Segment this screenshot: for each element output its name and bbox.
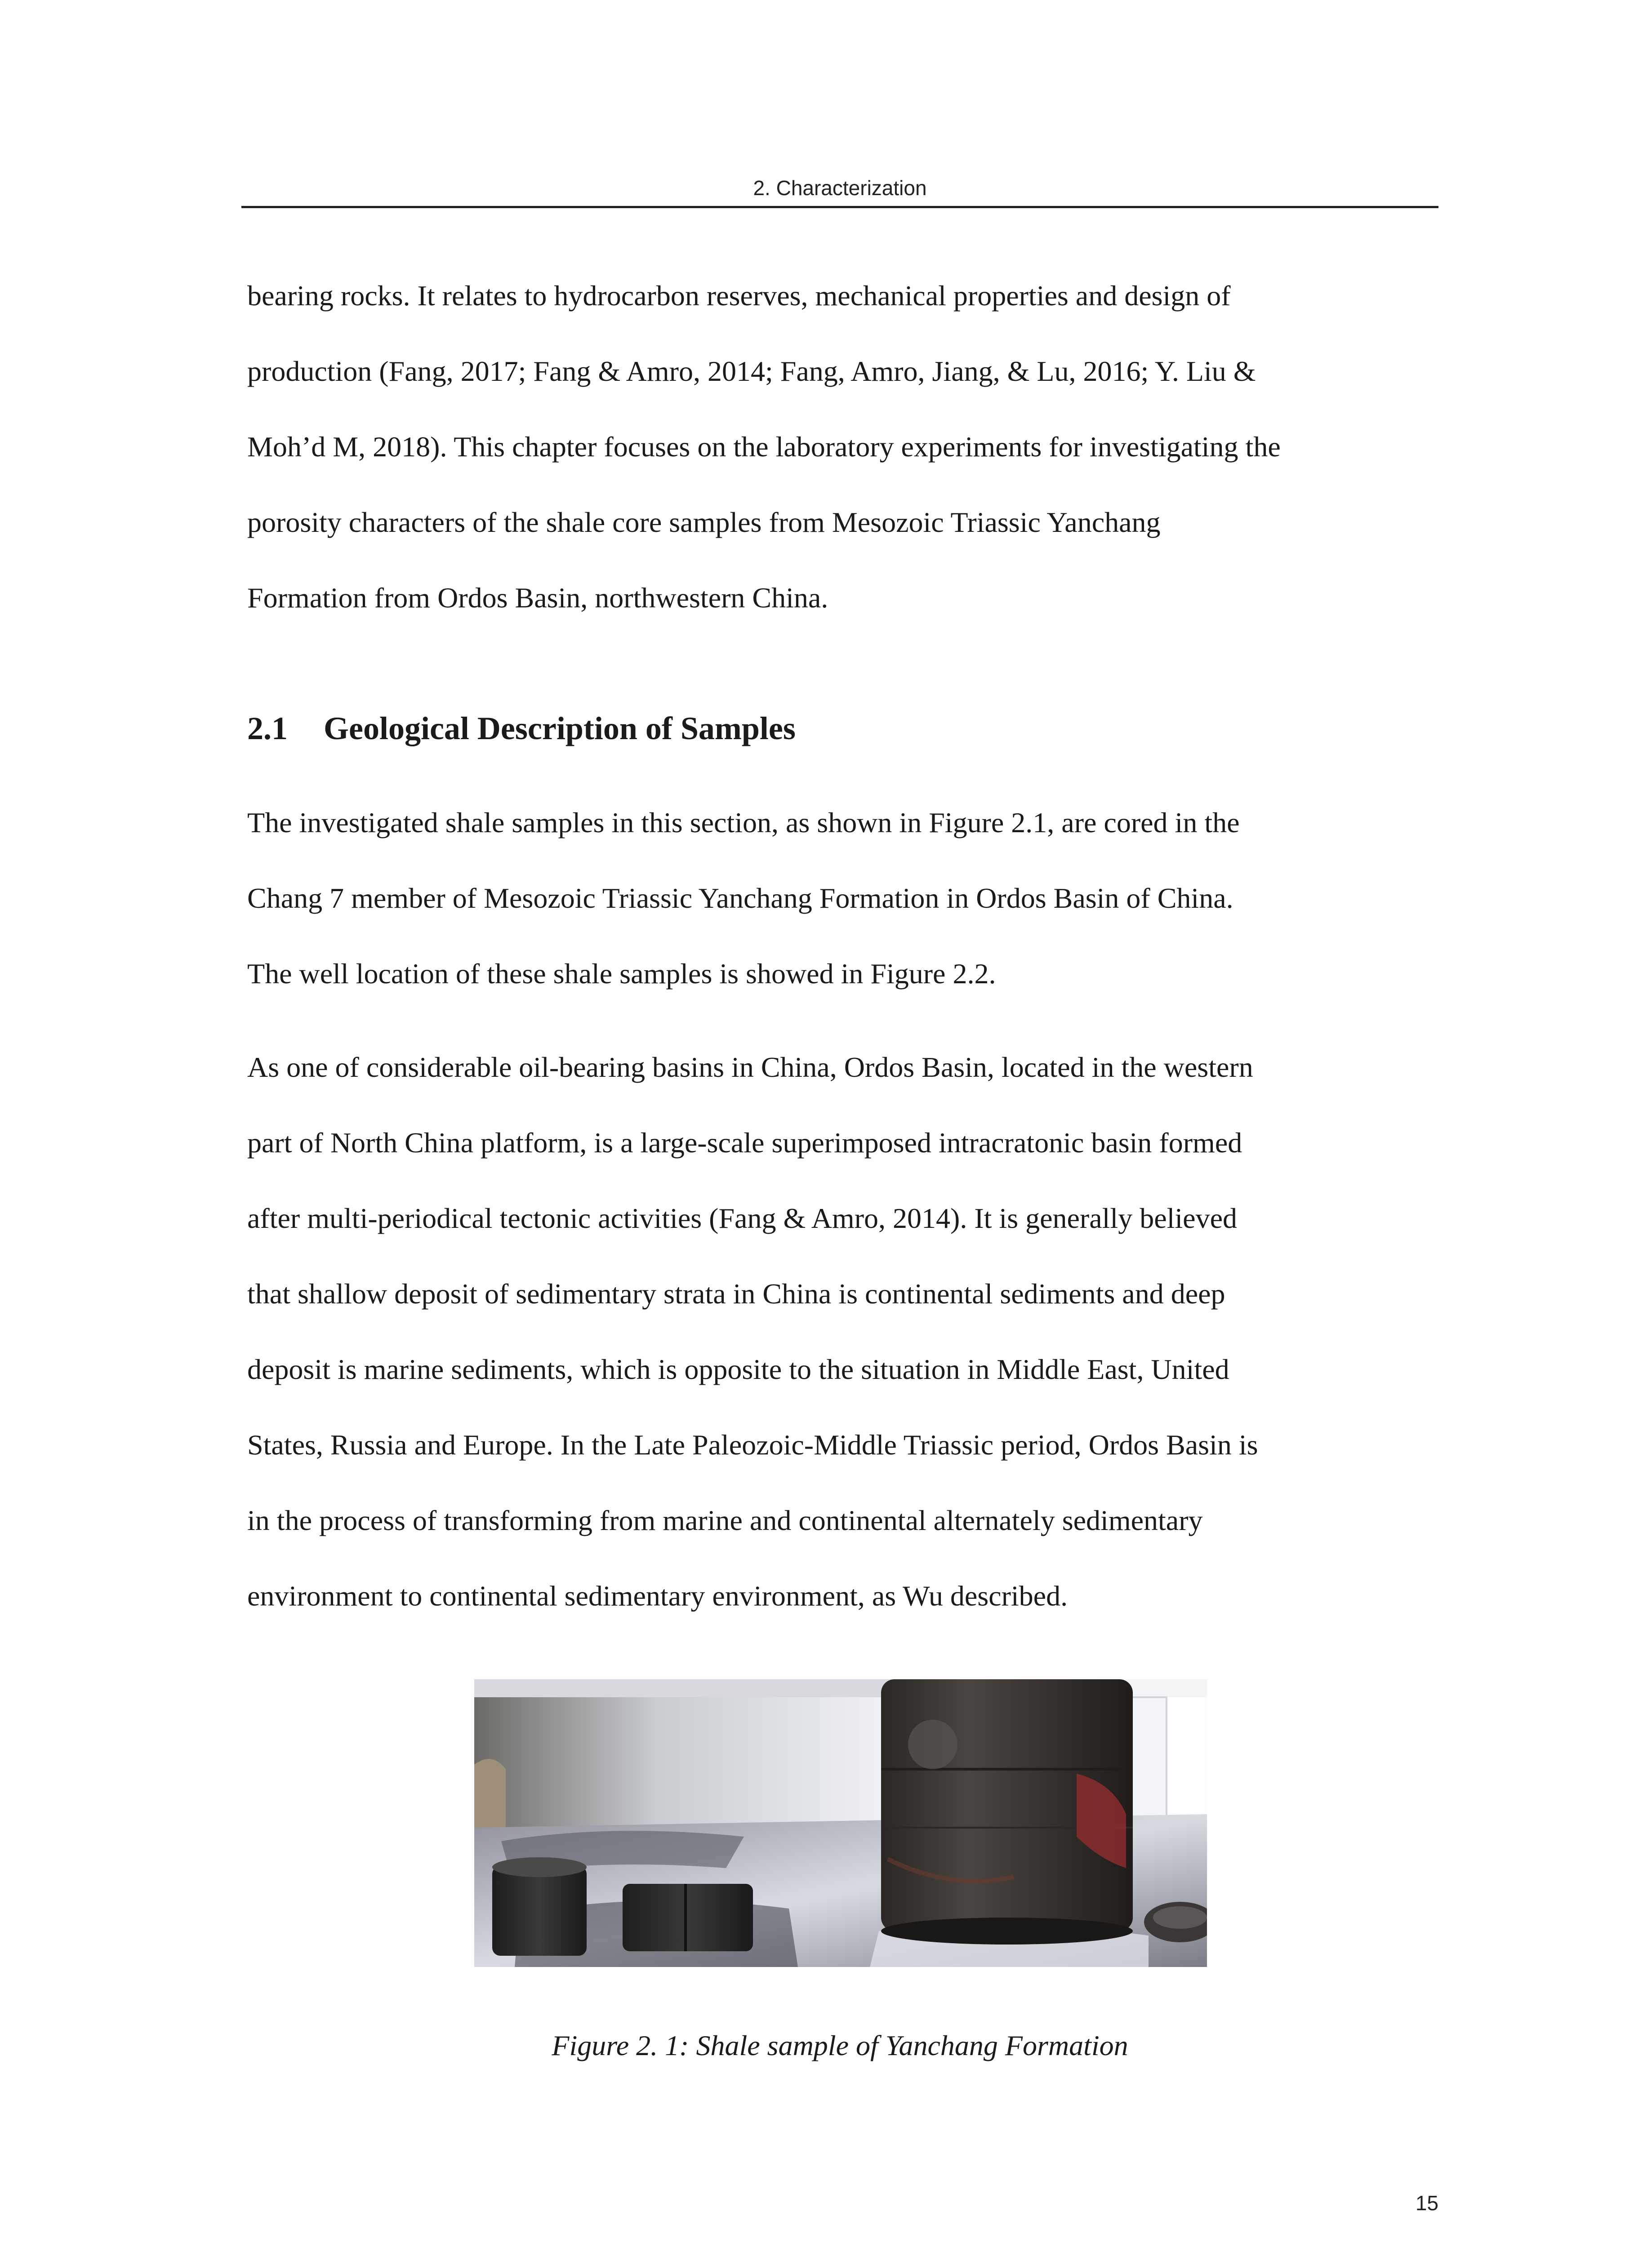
text-line: part of North China platform, is a large-scale superimposed intracratonic basin formed: [247, 1127, 1242, 1159]
figure-caption: Figure 2. 1: Shale sample of Yanchang Formation: [552, 2029, 1128, 2061]
page-number: 15: [1415, 2191, 1438, 2215]
text-line: environment to continental sedimentary environment, as Wu described.: [247, 1580, 1068, 1612]
text-line: deposit is marine sediments, which is opposite to the situation in Middle East, United: [247, 1353, 1229, 1385]
text-line: Formation from Ordos Basin, northwestern China.: [247, 582, 828, 614]
text-line: The well location of these shale samples is showed in Figure 2.2.: [247, 958, 996, 990]
text-line: bearing rocks. It relates to hydrocarbon reserves, mechanical properties and design of: [247, 280, 1231, 312]
paragraph-ordos-basin: [247, 1030, 1438, 1634]
text-line: production (Fang, 2017; Fang & Amro, 2014; Fang, Amro, Jiang, & Lu, 2016; Y. Liu &: [247, 355, 1256, 387]
text-line: Moh’d M, 2018). This chapter focuses on the laboratory experiments for investigating the: [247, 431, 1281, 463]
text-line: The investigated shale samples in this section, as shown in Figure 2.1, are cored in the: [247, 807, 1240, 839]
text-line: States, Russia and Europe. In the Late Paleozoic-Middle Triassic period, Ordos Basin is: [247, 1429, 1258, 1461]
section-heading: [247, 708, 796, 749]
section-title: Geological Description of Samples: [324, 710, 796, 746]
text-line: porosity characters of the shale core samples from Mesozoic Triassic Yanchang: [247, 506, 1161, 538]
running-header: 2. Characterization: [753, 176, 927, 200]
shale-sample-photo: [474, 1679, 1207, 1967]
header-rule: [241, 206, 1438, 208]
section-number: 2.1: [247, 710, 288, 746]
text-line: after multi-periodical tectonic activities (Fang & Amro, 2014). It is generally believed: [247, 1202, 1237, 1234]
text-line: Chang 7 member of Mesozoic Triassic Yanchang Formation in Ordos Basin of China.: [247, 882, 1233, 914]
paragraph-intro: [247, 258, 1438, 636]
paragraph-samples: [247, 785, 1438, 1012]
text-line: in the process of transforming from marine and continental alternately sedimentary: [247, 1504, 1203, 1536]
text-line: that shallow deposit of sedimentary strata in China is continental sediments and deep: [247, 1278, 1225, 1310]
text-line: As one of considerable oil-bearing basins in China, Ordos Basin, located in the western: [247, 1051, 1253, 1083]
